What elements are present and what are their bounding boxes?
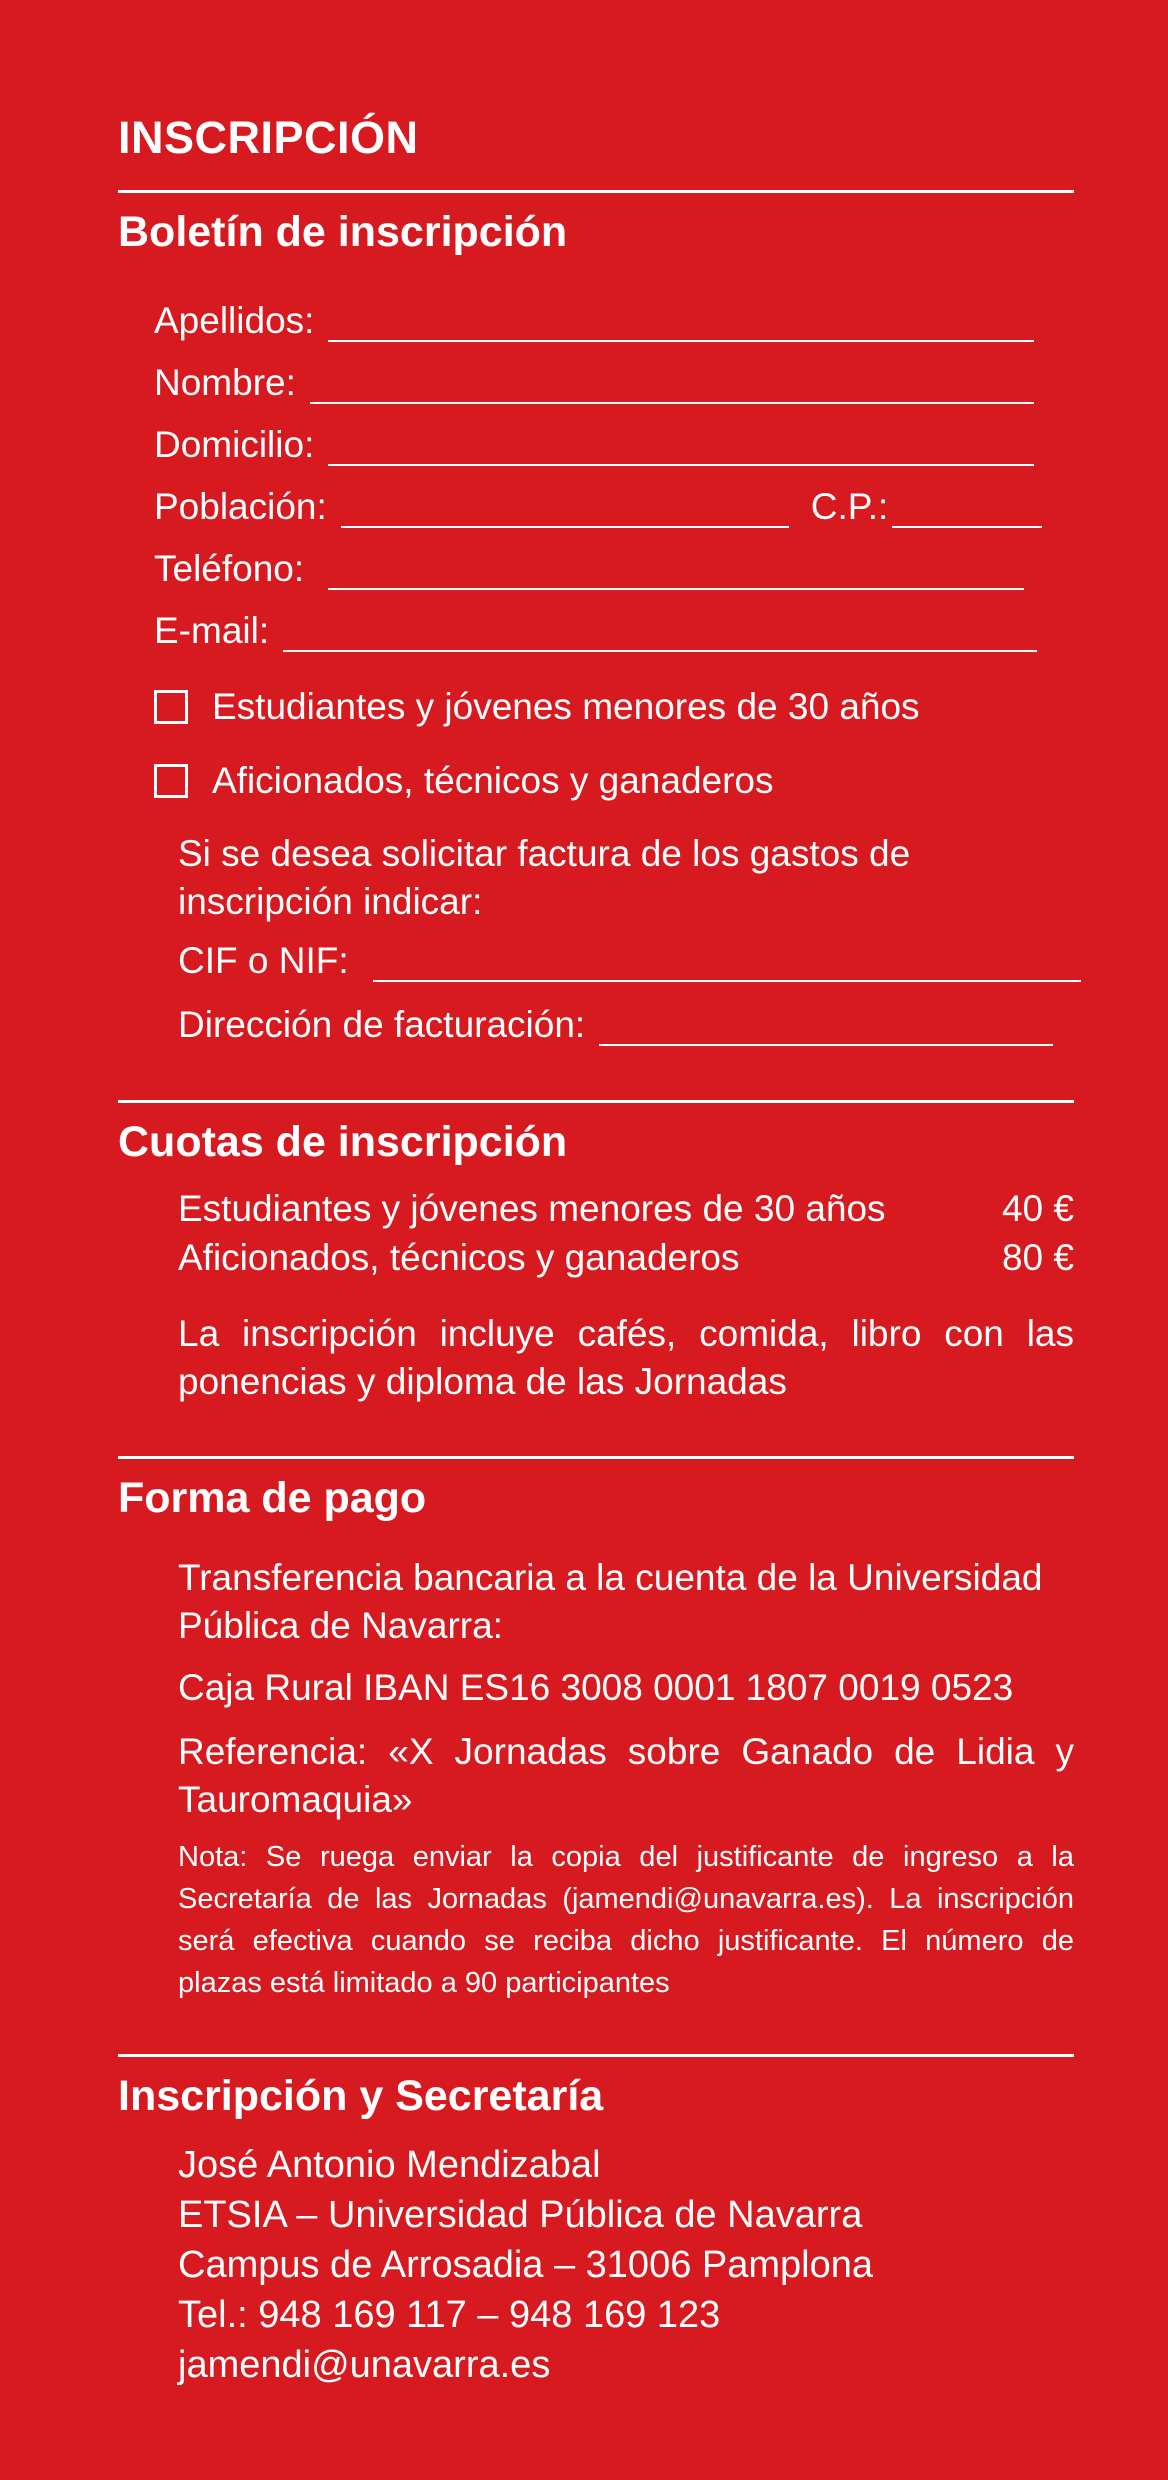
- billing-address-label: Dirección de facturación:: [178, 1004, 586, 1045]
- town-label: Población:: [154, 486, 327, 527]
- payment-reference: Referencia: «X Jornadas sobre Ganado de Lidia y Tauromaquia»: [178, 1731, 1074, 1820]
- fee-label: Estudiantes y jóvenes menores de 30 años: [178, 1188, 886, 1229]
- town-field[interactable]: [154, 486, 1042, 528]
- email-field[interactable]: [154, 610, 1037, 652]
- address-input-line[interactable]: [328, 432, 1034, 466]
- postal-code-input-line[interactable]: [892, 494, 1042, 528]
- cif-label: CIF o NIF:: [178, 940, 349, 981]
- contact-email[interactable]: jamendi@unavarra.es: [178, 2344, 551, 2386]
- fees-includes: La inscripción incluye cafés, comida, libro con las ponencias y diploma de las Jornadas: [178, 1313, 1074, 1402]
- surname-label: Apellidos:: [154, 300, 315, 341]
- contact-institution: ETSIA – Universidad Pública de Navarra: [178, 2194, 863, 2236]
- secretariat-section-title: Inscripción y Secretaría: [118, 2072, 604, 2120]
- surname-field[interactable]: [154, 300, 1034, 342]
- fees-section-title: Cuotas de inscripción: [118, 1118, 568, 1166]
- payment-note: Nota: Se ruega enviar la copia del justificante de ingreso a la Secretaría de las Jornadas (jamendi@unavarra.es). La inscripción será efectiva cuando se reciba dicho justificante. El número de plazas está limitado a 90 participantes: [178, 1841, 1074, 1999]
- email-input-line[interactable]: [283, 618, 1037, 652]
- cif-field[interactable]: [178, 940, 1081, 982]
- students-option[interactable]: [154, 686, 920, 728]
- cif-input-line[interactable]: [373, 948, 1081, 982]
- fee-label: Aficionados, técnicos y ganaderos: [178, 1237, 740, 1278]
- billing-address-input-line[interactable]: [599, 1012, 1053, 1046]
- postal-code-label: C.P.:: [810, 486, 889, 527]
- surname-input-line[interactable]: [328, 308, 1034, 342]
- address-field[interactable]: [154, 424, 1034, 466]
- divider: [118, 2054, 1074, 2057]
- payment-account: Caja Rural IBAN ES16 3008 0001 1807 0019 0523: [178, 1667, 1014, 1708]
- amateurs-option[interactable]: [154, 760, 774, 802]
- billing-address-field[interactable]: [178, 1004, 1053, 1046]
- name-field[interactable]: [154, 362, 1034, 404]
- contact-address: Campus de Arrosadia – 31006 Pamplona: [178, 2244, 874, 2286]
- phone-input-line[interactable]: [328, 556, 1024, 590]
- amateurs-option-label: Aficionados, técnicos y ganaderos: [212, 760, 774, 801]
- students-checkbox[interactable]: [154, 690, 188, 724]
- payment-section-title: Forma de pago: [118, 1474, 427, 1522]
- secretariat-contact: [178, 2140, 873, 2390]
- students-option-label: Estudiantes y jóvenes menores de 30 años: [212, 686, 920, 727]
- name-input-line[interactable]: [310, 370, 1034, 404]
- phone-label: Teléfono:: [154, 548, 305, 589]
- fee-row: [178, 1188, 1074, 1230]
- divider: [118, 1100, 1074, 1103]
- contact-phone: Tel.: 948 169 117 – 948 169 123: [178, 2294, 721, 2336]
- town-input-line[interactable]: [341, 494, 789, 528]
- phone-field[interactable]: [154, 548, 1024, 590]
- invoice-note: Si se desea solicitar factura de los gastos de inscripción indicar:: [178, 833, 911, 922]
- name-label: Nombre:: [154, 362, 296, 403]
- divider: [118, 190, 1074, 193]
- fee-amount: 40 €: [1001, 1188, 1074, 1229]
- divider: [118, 1456, 1074, 1459]
- contact-name: José Antonio Mendizabal: [178, 2144, 601, 2186]
- payment-transfer: Transferencia bancaria a la cuenta de la Universidad Pública de Navarra:: [178, 1557, 1043, 1646]
- email-label: E-mail:: [154, 610, 270, 651]
- fee-row: [178, 1237, 1074, 1279]
- address-label: Domicilio:: [154, 424, 315, 465]
- amateurs-checkbox[interactable]: [154, 764, 188, 798]
- fee-amount: 80 €: [1001, 1237, 1074, 1278]
- form-section-title: Boletín de inscripción: [118, 208, 568, 256]
- page-title: INSCRIPCIÓN: [118, 112, 419, 163]
